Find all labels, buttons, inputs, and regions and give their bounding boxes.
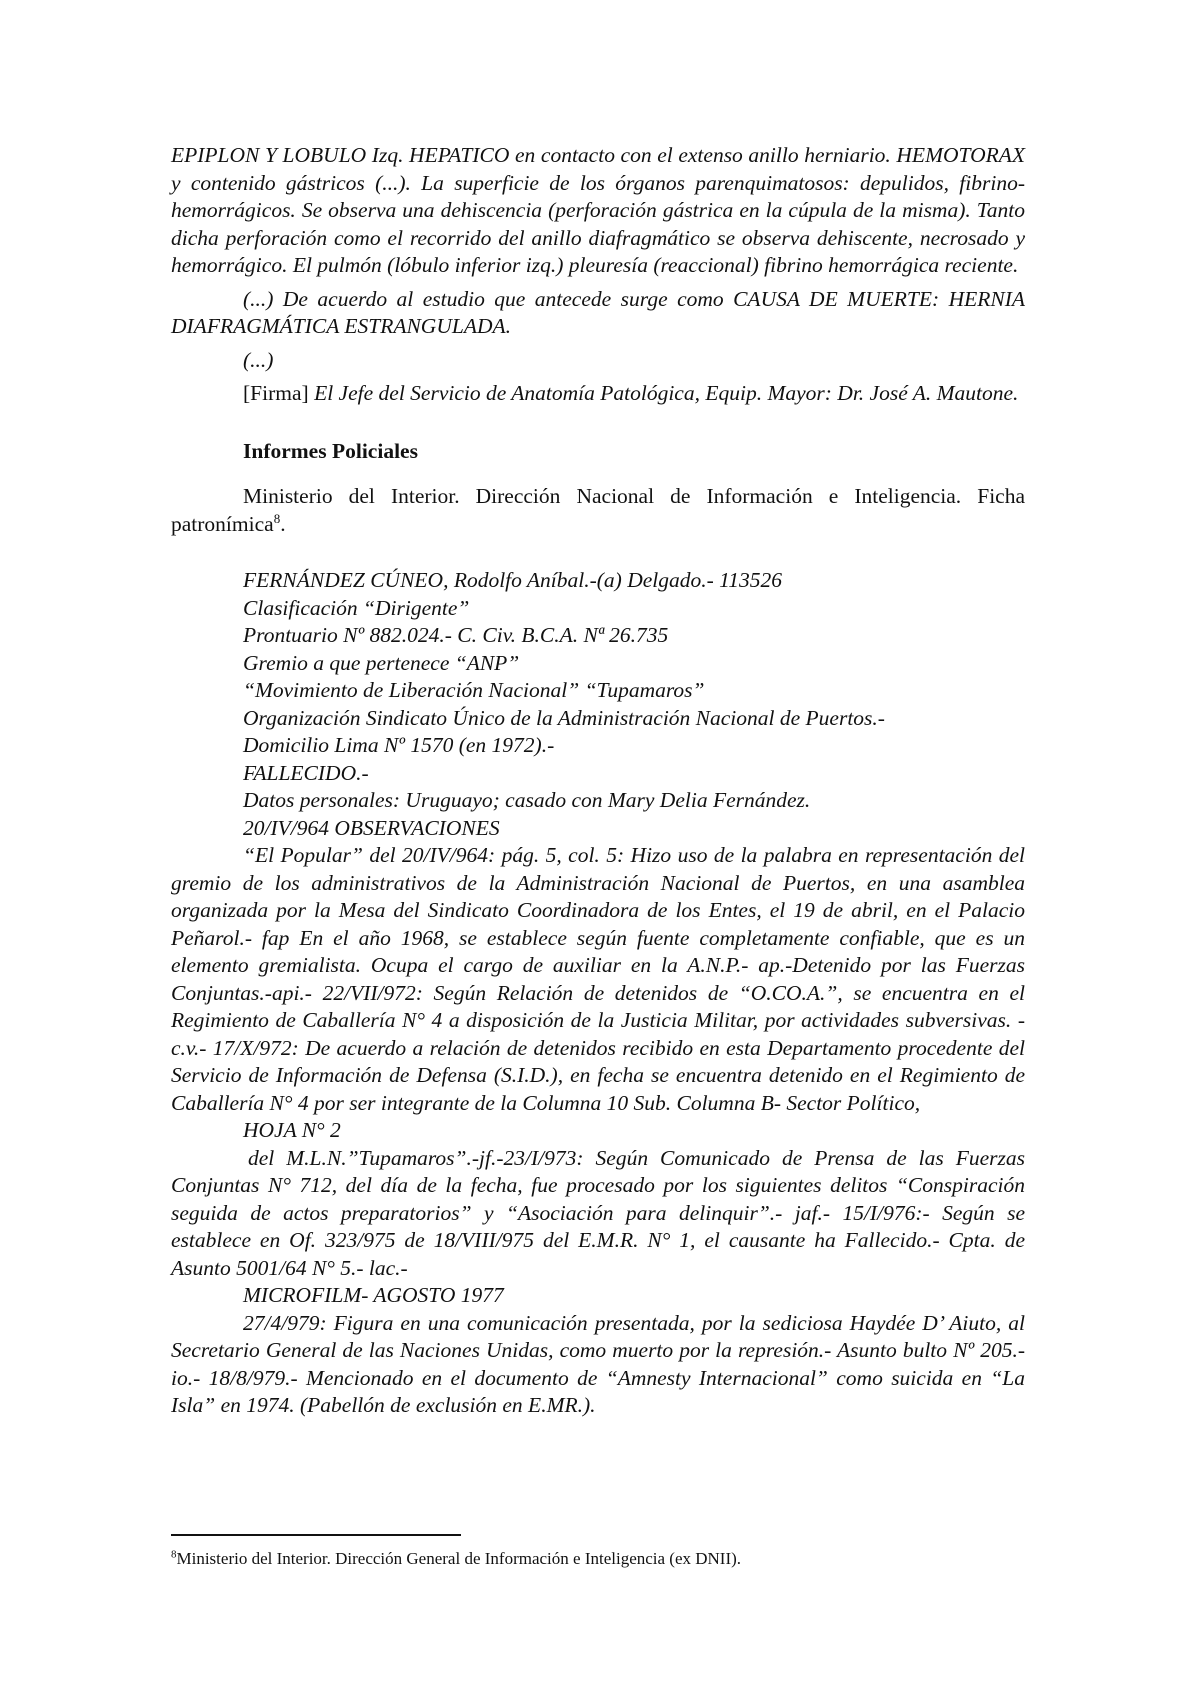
section-heading: Informes Policiales [243,438,418,463]
autopsy-signature [171,380,1025,408]
autopsy-cause-of-death: (...) De acuerdo al estudio que antecede surge como CAUSA DE MUERTE: HERNIA DIAFRAGMÁTICA ESTRANGULADA. [171,286,1025,338]
signature-text: El Jefe del Servicio de Anatomía Patológica, Equip. Mayor: Dr. José A. Mautone. [314,381,1019,405]
footnote-number: 8 [171,1548,177,1561]
footnote-text: Ministerio del Interior. Dirección General de Información e Inteligencia (ex DNII). [176,1549,742,1568]
page-body [171,142,1025,1420]
signature-tag: [Firma] [243,381,309,405]
ficha-line: Clasificación “Dirigente” [243,595,470,620]
ficha-line: Organización Sindicato Único de la Administración Nacional de Puertos.- [243,705,885,730]
ficha-line: Gremio a que pertenece “ANP” [243,650,520,675]
ficha-line: Datos personales: Uruguayo; casado con Mary Delia Fernández. [243,788,811,812]
ficha-hoja-label: HOJA N° 2 [243,1118,341,1142]
footnote-reference: 8 [273,510,281,526]
section-intro [171,483,1025,538]
ficha-line: “Movimiento de Liberación Nacional” “Tupamaros” [243,678,705,702]
ficha-line: 20/IV/964 OBSERVACIONES [243,815,500,840]
ficha-header-block [171,567,1025,842]
section-intro-end: . [280,511,286,536]
ficha-line: FERNÁNDEZ CÚNEO, Rodolfo Aníbal.-(a) Delgado.- 113526 [243,568,783,592]
footnote [171,1548,1025,1570]
ficha-observations-2: del M.L.N.”Tupamaros”.-jf.-23/I/973: Según Comunicado de Prensa de las Fuerzas Conjuntas N° 712, del día de la fecha, fue procesado por los siguientes delitos “Conspiración seguida de actos preparatorios” y “Asociación para delinquir”.- jaf.- 15/I/976:- Según se establece en Of. 323/975 de 18/VIII/975 del E.M.R. N° 1, el causante ha Fallecido.- Cpta. de Asunto 5001/64 N° 5.- lac.- [171,1145,1025,1280]
ficha-microfilm-label: MICROFILM- AGOSTO 1977 [243,1283,504,1307]
ficha-line: Prontuario Nº 882.024.- C. Civ. B.C.A. Nª 26.735 [243,623,669,647]
footnote-separator [171,1534,461,1536]
ficha-line: FALLECIDO.- [243,760,369,785]
section-intro-text: Ministerio del Interior. Dirección Nacional de Información e Inteligencia. Ficha patronímica [171,484,1025,536]
autopsy-paragraph-1: EPIPLON Y LOBULO Izq. HEPATICO en contacto con el extenso anillo herniario. HEMOTORAX y contenido gástricos (...). La superficie de los órganos parenquimatosos: depulidos, fibrino-hemorrágicos. Se observa una dehiscencia (perforación gástrica en la cúpula de la misma). Tanto dicha perforación como el recorrido del anillo diafragmático se observa dehiscente, necrosado y hemorrágico. El pulmón (lóbulo inferior izq.) pleuresía (reaccional) fibrino hemorrágica reciente. [171,143,1025,277]
ficha-observations-1: “El Popular” del 20/IV/964: pág. 5, col. 5: Hizo uso de la palabra en representación del gremio de los administrativos de la Administración Nacional de Puertos, en una asamblea organizada por la Mesa del Sindicato Coordinadora de los Entes, el 19 de abril, en el Palacio Peñarol.- fap En el año 1968, se establece según fuente completamente confiable, que es un elemento gremialista. Ocupa el cargo de auxiliar en la A.N.P.- ap.-Detenido por las Fuerzas Conjuntas.-api.- 22/VII/972: Según Relación de detenidos de “O.CO.A.”, se encuentra en el Regimiento de Caballería N° 4 a disposición de la Justicia Militar, por actividades subversivas. -c.v.- 17/X/972: De acuerdo a relación de detenidos recibido en esta Departamento procedente del Servicio de Información de Defensa (S.I.D.), en fecha se encuentra detenido en el Regimiento de Caballería N° 4 por ser integrante de la Columna 10 Sub. Columna B- Sector Político, [171,843,1025,1115]
ficha-line: Domicilio Lima Nº 1570 (en 1972).- [243,733,555,757]
autopsy-ellipsis: (...) [243,347,274,372]
ficha-observations-3: 27/4/979: Figura en una comunicación presentada, por la sediciosa Haydée D’ Aiuto, al Secretario General de las Naciones Unidas, como muerto por la represión.- Asunto bulto Nº 205.-io.- 18/8/979.- Mencionado en el documento de “Amnesty Internacional” como suicida en “La Isla” en 1974. (Pabellón de exclusión en E.MR.). [171,1310,1025,1417]
